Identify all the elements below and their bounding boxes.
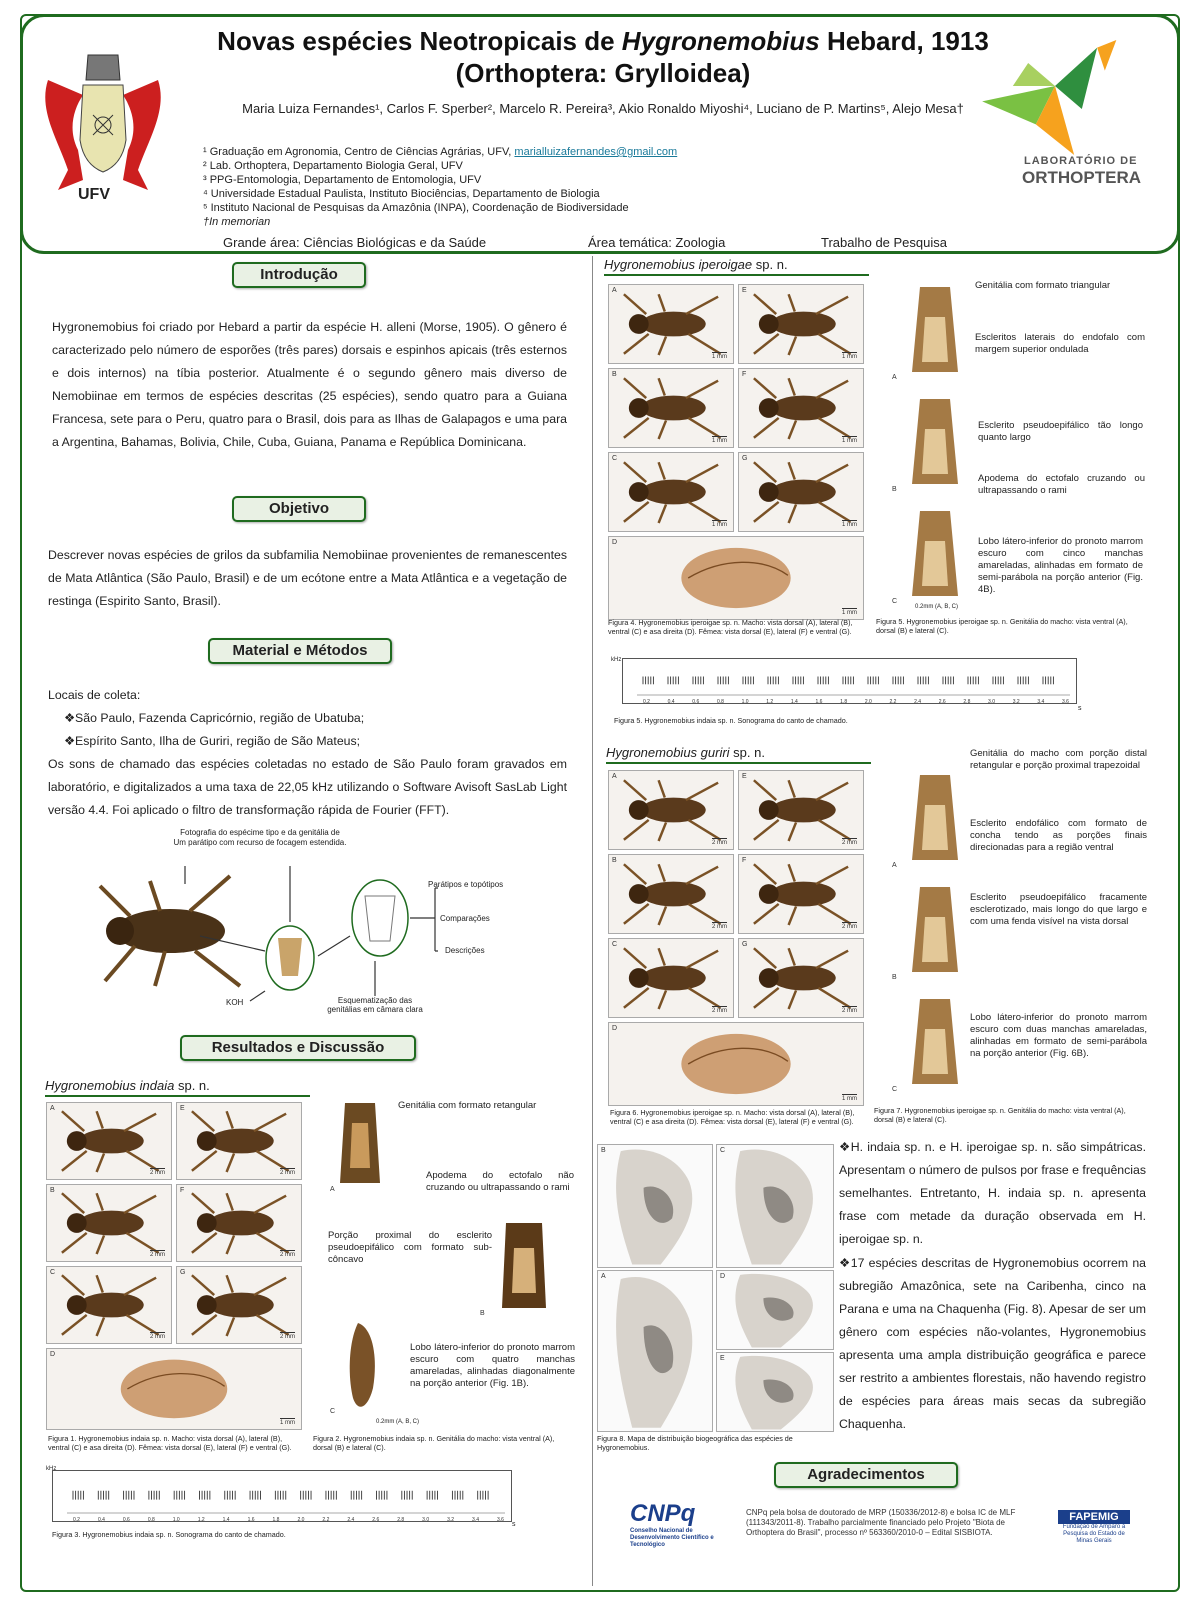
objective-text: Descrever novas espécies de grilos da subfamilia Nemobiinae provenientes de remanescentes de Mata Atlântica (São Paulo, Brasil) e de um ecótone entre a Mata Atlântica e a vegetação de restinga (Espirito Santo, Brasil). bbox=[48, 548, 567, 608]
map-a: A bbox=[597, 1270, 713, 1432]
genitalia-a: A bbox=[900, 770, 970, 875]
indaia-genitalia-a: A bbox=[330, 1098, 392, 1198]
lab-label-2: ORTHOPTERA bbox=[1022, 168, 1141, 187]
indaia-genitalia-b: B bbox=[494, 1218, 554, 1318]
g2e-text: Lobo látero-inferior do pronoto marrom escuro com cinco manchas amareladas, alinhadas em formato de semi-parábola na porção anterior (Fig. 4B). bbox=[978, 536, 1143, 595]
svg-text:1.4: 1.4 bbox=[222, 1517, 230, 1523]
photo-a: A 2 mm bbox=[46, 1102, 172, 1180]
methods-local-1: ❖São Paulo, Fazenda Capricórnio, região de Ubatuba; bbox=[64, 711, 365, 725]
svg-text:1.6: 1.6 bbox=[815, 699, 823, 705]
discussion-2: ❖17 espécies descritas de Hygronemobius ocorrem na subregião Amazônica, sete na Caribenha, cinco na Parana e uma na Chaquenha (Fig. 8). Apesar de ser um gênero com espécies não-volantes, Hygronemobius apresenta uma ampla distribuição geográfica e parece ser restrito a ambientes florestais, não havendo registro de espécies para áreas mais secas da subregião Chaquenha. bbox=[839, 1256, 1146, 1431]
svg-text:0.4: 0.4 bbox=[97, 1517, 105, 1523]
fig5s-caption: Figura 5. Hygronemobius indaia sp. n. Sonograma do canto de chamado. bbox=[614, 716, 848, 725]
photo-e: E 1 mm bbox=[738, 284, 864, 364]
fig1-caption: Figura 1. Hygronemobius indaia sp. n. Macho: vista dorsal (A), lateral (B), ventral (C) e asa direita (D). Fêmea: vista dorsal (E), lateral (F) e ventral (G). bbox=[48, 1434, 292, 1452]
cnpq-logo: CNPq Conselho Nacional de Desenvolvimento Científico e Tecnológico bbox=[630, 1500, 714, 1548]
photo-e: E 2 mm bbox=[738, 770, 864, 850]
svg-text:3.6: 3.6 bbox=[497, 1517, 504, 1523]
photo-f: F 2 mm bbox=[738, 854, 864, 934]
svg-text:0.6: 0.6 bbox=[122, 1517, 130, 1523]
svg-text:2.2: 2.2 bbox=[889, 699, 897, 705]
photo-c: C 1 mm bbox=[608, 452, 734, 532]
map-b: B bbox=[597, 1144, 713, 1268]
g1b-text: Apodema do ectofalo não cruzando ou ultrapassando o rami bbox=[426, 1170, 574, 1193]
discussion-1: ❖H. indaia sp. n. e H. iperoigae sp. n. são simpátricas. Apresentam o número de pulsos por frase e frequências semelhantes. Entretanto, H. indaia sp. n. apresenta frase com metade da duração observada em H. iperoigae sp. n. bbox=[839, 1140, 1146, 1246]
map-d: D bbox=[716, 1270, 834, 1350]
svg-text:1.8: 1.8 bbox=[840, 699, 848, 705]
g2b-text: Escleritos laterais do endofalo com margem superior ondulada bbox=[975, 332, 1145, 355]
results-heading: Resultados e Discussão bbox=[180, 1035, 416, 1061]
svg-text:2.2: 2.2 bbox=[322, 1517, 330, 1523]
diagram-arrows bbox=[40, 826, 590, 1021]
genitalia-a: A bbox=[900, 282, 970, 387]
indaia-sonogram bbox=[52, 1470, 512, 1522]
g2c-text: Esclerito pseudoepifálico tão longo quanto largo bbox=[978, 420, 1143, 443]
svg-text:0.4: 0.4 bbox=[667, 699, 675, 705]
photo-d-wing: D 1 mm bbox=[608, 1022, 864, 1106]
email-link[interactable]: marialluizafernandes@gmail.com bbox=[514, 146, 678, 158]
svg-text:2.0: 2.0 bbox=[864, 699, 872, 705]
photo-g: G 1 mm bbox=[738, 452, 864, 532]
svg-text:3.4: 3.4 bbox=[472, 1517, 480, 1523]
svg-text:2.0: 2.0 bbox=[297, 1517, 305, 1523]
poster-title: Novas espécies Neotropicais de Hygronemobius Hebard, 1913 (Orthoptera: Grylloidea) bbox=[217, 26, 989, 88]
authors: Maria Luiza Fernandes¹, Carlos F. Sperber², Marcelo R. Pereira³, Akio Ronaldo Miyoshi⁴, Luciano de P. Martins⁵, Alejo Mesa† bbox=[242, 101, 964, 116]
g2d-text: Apodema do ectofalo cruzando ou ultrapassando o rami bbox=[978, 473, 1145, 496]
svg-text:2.8: 2.8 bbox=[397, 1517, 405, 1523]
fapemig-logo: FAPEMIG Fundação de Amparo à Pesquisa do Estado de Minas Gerais bbox=[1058, 1510, 1130, 1545]
lab-label-1: LABORATÓRIO DE bbox=[1024, 155, 1138, 167]
svg-text:3.0: 3.0 bbox=[988, 699, 996, 705]
photo-b: B 2 mm bbox=[46, 1184, 172, 1262]
map-e: E bbox=[716, 1352, 834, 1432]
species-iperoigae-title: Hygronemobius iperoigae sp. n. bbox=[604, 257, 869, 276]
g3a-text: Genitália do macho com porção distal retangular e porção proximal trapezoidal bbox=[970, 748, 1147, 771]
g3c-text: Esclerito pseudoepifálico fracamente esclerotizado, mais longo do que largo e com uma fenda visível na vista dorsal bbox=[970, 892, 1147, 927]
photo-d-wing: D 1 mm bbox=[46, 1348, 302, 1430]
orthoptera-lab-logo-icon bbox=[960, 40, 1150, 155]
methods-locais: Locais de coleta: bbox=[48, 688, 141, 702]
objective-heading: Objetivo bbox=[232, 496, 366, 522]
g1a-text: Genitália com formato retangular bbox=[398, 1100, 537, 1111]
poster-header: Novas espécies Neotropicais de Hygronemobius Hebard, 1913 (Orthoptera: Grylloidea) Maria Luiza Fernandes¹, Carlos F. Sperber², Marcelo R. Pereira³, Akio Ronaldo Miyoshi⁴, Luciano de P. Martins⁵, Alejo Mesa† ¹ Graduação em Agronomia, Centro de Ciências Agrárias, UFV, marialluizafernandes@gmail.com ² Lab. Orthoptera, Departamento Biologia Geral, UFV ³ PPG-Entomologia, Departamento de Entomologia, UFV ⁴ Universidade Estadual Paulista, Instituto Biociências, Departamento de Biologia ⁵ Instituto Nacional de Pesquisas da Amazônia (INPA), Coordenação de Biodiversidade †In memorian Grande área: Ciências Biológicas e da Saúde Área temática: Zoologia Trabalho de Pesquisa bbox=[20, 14, 1180, 254]
species-guriri-title: Hygronemobius guriri sp. n. bbox=[606, 745, 871, 764]
photo-b: B 1 mm bbox=[608, 368, 734, 448]
genitalia-c: C bbox=[900, 994, 970, 1099]
svg-text:2.4: 2.4 bbox=[914, 699, 922, 705]
fig5-caption: Figura 5. Hygronemobius iperoigae sp. n. Genitália do macho: vista ventral (A), dorsal (B) e lateral (C). bbox=[876, 617, 1128, 635]
ufv-label: UFV bbox=[78, 186, 110, 203]
fig2-caption: Figura 2. Hygronemobius indaia sp. n. Genitália do macho: vista ventral (A), dorsal (B) e lateral (C). bbox=[313, 1434, 555, 1452]
fig7-caption: Figura 7. Hygronemobius iperoigae sp. n. Genitália do macho: vista ventral (A), dorsal (B) e lateral (C). bbox=[874, 1106, 1126, 1124]
ack-text: CNPq pela bolsa de doutorado de MRP (150336/2012-8) e bolsa IC de MLF (111343/2011-8). Trabalho parcialmente financiado pelo Projeto "Biota de Orthoptera do Brasil", processo nº 563360/2010-0 – Edital SISBIOTA. bbox=[746, 1508, 1016, 1537]
genitalia-c: C bbox=[900, 506, 970, 611]
fig3-caption: Figura 3. Hygronemobius indaia sp. n. Sonograma do canto de chamado. bbox=[52, 1530, 286, 1539]
photo-g: G 2 mm bbox=[176, 1266, 302, 1344]
photo-f: F 2 mm bbox=[176, 1184, 302, 1262]
svg-text:1.2: 1.2 bbox=[766, 699, 774, 705]
photo-e: E 2 mm bbox=[176, 1102, 302, 1180]
indaia-genitalia-c: C bbox=[338, 1318, 388, 1418]
svg-text:0.6: 0.6 bbox=[692, 699, 700, 705]
svg-text:3.6: 3.6 bbox=[1062, 699, 1069, 705]
iperoigae-sonogram bbox=[622, 658, 1077, 704]
genitalia-b: B bbox=[900, 882, 970, 987]
methods-diagram: Fotografia do espécime tipo e da genitália de Um parátipo com recurso de focagem estendida. Parátipos e topótipos Comparações Descrições KOH Esquematização das genitálias em câmara clara bbox=[40, 826, 590, 1021]
svg-text:3.2: 3.2 bbox=[1012, 699, 1020, 705]
svg-text:3.2: 3.2 bbox=[447, 1517, 455, 1523]
svg-text:3.4: 3.4 bbox=[1037, 699, 1045, 705]
g2a-text: Genitália com formato triangular bbox=[975, 280, 1111, 291]
species-indaia-title: Hygronemobius indaia sp. n. bbox=[45, 1078, 310, 1097]
svg-text:1.6: 1.6 bbox=[247, 1517, 255, 1523]
svg-text:3.0: 3.0 bbox=[422, 1517, 430, 1523]
svg-text:1.0: 1.0 bbox=[172, 1517, 180, 1523]
photo-c: C 2 mm bbox=[608, 938, 734, 1018]
methods-text: Os sons de chamado das espécies coletadas no estado de São Paulo foram gravados em laboratório, e digitalizados a uma taxa de 22,05 kHz utilizando o Software Avisoft SasLab Light versão 4.4. Foi aplicado o filtro de transformação rápida de Fourier (FFT). bbox=[48, 757, 567, 817]
fig4-caption: Figura 4. Hygronemobius iperoigae sp. n. Macho: vista dorsal (A), lateral (B), ventral (C) e asa direita (D). Fêmea: vista dorsal (E), lateral (F) e ventral (G). bbox=[608, 618, 853, 636]
intro-text: Hygronemobius foi criado por Hebard a partir da espécie H. alleni (Morse, 1905). O gênero é caracterizado pelo número de esporões (três pares) dorsais e espinhos apicais (três esternos e dois internos) na tíbia posterior. Atualmente é o segundo gênero mais diverso de Nemobiinae em termos de espécies descritas (25 espécies), sendo quatro para a Guiana Francesa, sete para o Peru, quatro para o Brasil, dois para as Ilhas de Galapagos e uma para a Argentina, Bahamas, Bolivia, Chile, Cuba, Guiana, Panama e República Dominicana. bbox=[52, 320, 567, 449]
methods-local-2: ❖Espírito Santo, Ilha de Guriri, região de São Mateus; bbox=[64, 734, 361, 748]
svg-text:2.4: 2.4 bbox=[347, 1517, 355, 1523]
svg-text:1.8: 1.8 bbox=[272, 1517, 280, 1523]
svg-text:1.2: 1.2 bbox=[197, 1517, 205, 1523]
map-c: C bbox=[716, 1144, 834, 1268]
photo-c: C 2 mm bbox=[46, 1266, 172, 1344]
column-divider bbox=[592, 256, 593, 1586]
svg-text:2.6: 2.6 bbox=[372, 1517, 380, 1523]
svg-text:0.2: 0.2 bbox=[643, 699, 650, 705]
svg-text:2.6: 2.6 bbox=[938, 699, 946, 705]
svg-text:1.4: 1.4 bbox=[790, 699, 798, 705]
photo-g: G 2 mm bbox=[738, 938, 864, 1018]
g3b-text: Esclerito endofálico com formato de concha tendo as porções finais direcionadas para a região ventral bbox=[970, 818, 1147, 853]
ack-heading: Agradecimentos bbox=[774, 1462, 958, 1488]
svg-text:1.0: 1.0 bbox=[741, 699, 749, 705]
photo-a: A 2 mm bbox=[608, 770, 734, 850]
photo-a: A 1 mm bbox=[608, 284, 734, 364]
affiliations: ¹ Graduação em Agronomia, Centro de Ciências Agrárias, UFV, marialluizafernandes@gmail.com ² Lab. Orthoptera, Departamento Biologia Geral, UFV ³ PPG-Entomologia, Departamento de Entomologia, UFV ⁴ Universidade Estadual Paulista, Instituto Biociências, Departamento de Biologia ⁵ Instituto Nacional de Pesquisas da Amazônia (INPA), Coordenação de Biodiversidade †In memorian bbox=[203, 146, 678, 228]
photo-f: F 1 mm bbox=[738, 368, 864, 448]
g3d-text: Lobo látero-inferior do pronoto marrom escuro com duas manchas amareladas, alinhadas em formato de semi-parábola na porção anterior (Fig. 6B). bbox=[970, 1012, 1147, 1059]
photo-d-wing: D 1 mm bbox=[608, 536, 864, 620]
methods-heading: Material e Métodos bbox=[208, 638, 392, 664]
g1d-text: Lobo látero-inferior do pronoto marrom escuro com quatro manchas amareladas, alinhadas diagonalmente na porção anterior (Fig. 1B). bbox=[410, 1342, 575, 1389]
g1c-text: Porção proximal do esclerito pseudoepifálico com formato sub-côncavo bbox=[328, 1230, 492, 1265]
svg-text:0.8: 0.8 bbox=[716, 699, 724, 705]
intro-heading: Introdução bbox=[232, 262, 366, 288]
svg-text:0.2: 0.2 bbox=[73, 1517, 80, 1523]
fig6-caption: Figura 6. Hygronemobius iperoigae sp. n. Macho: vista dorsal (A), lateral (B), ventral (C) e asa direita (D). Fêmea: vista dorsal (E), lateral (F) e ventral (G). bbox=[610, 1108, 855, 1126]
photo-b: B 2 mm bbox=[608, 854, 734, 934]
genitalia-b: B bbox=[900, 394, 970, 499]
fig8-caption: Figura 8. Mapa de distribuição biogeográfica das espécies de Hygronemobius. bbox=[597, 1434, 793, 1452]
svg-text:2.8: 2.8 bbox=[963, 699, 971, 705]
svg-text:0.8: 0.8 bbox=[147, 1517, 155, 1523]
